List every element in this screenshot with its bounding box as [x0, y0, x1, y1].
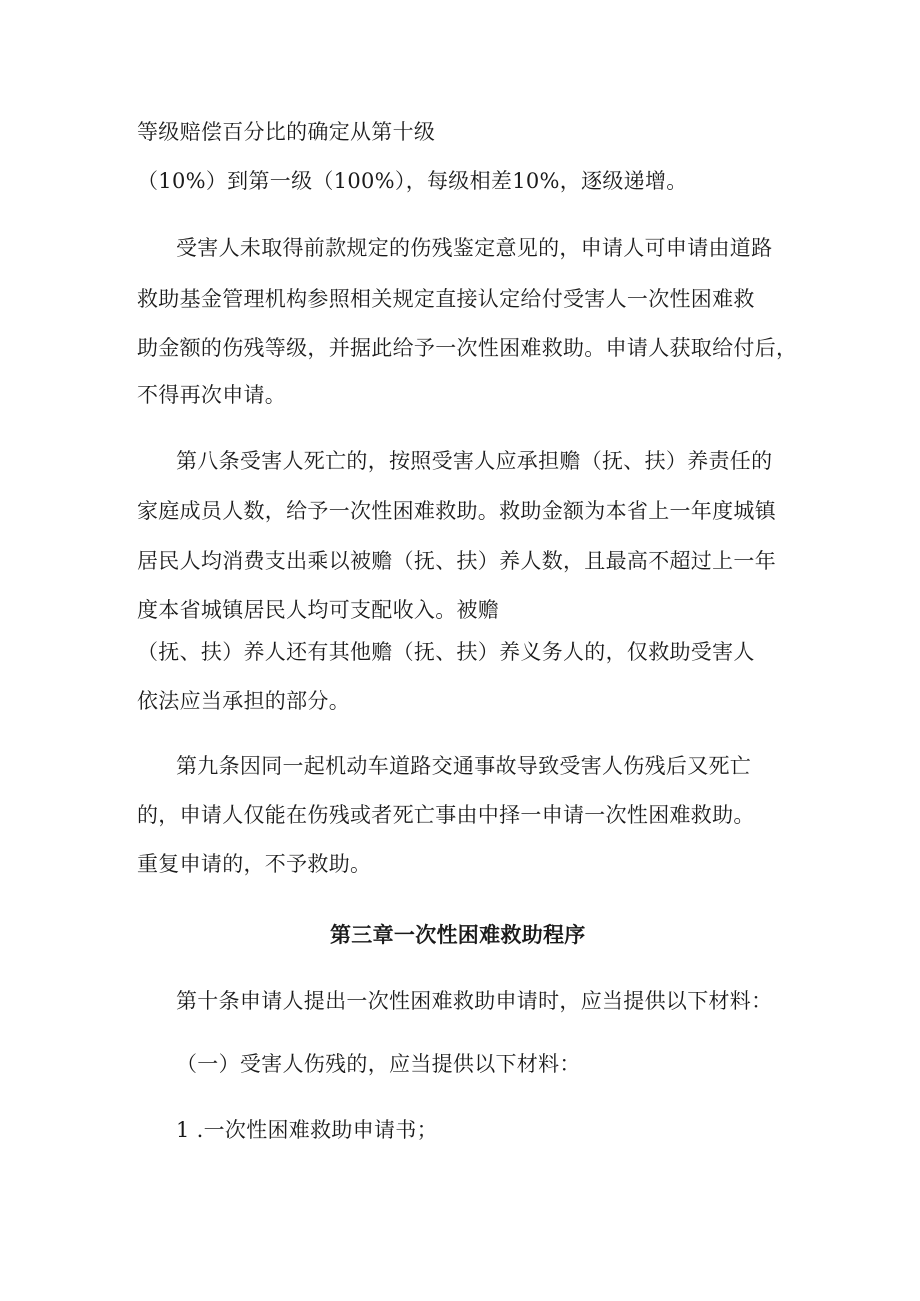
- text-line: 度本省城镇居民人均可支配收入。被赡: [137, 598, 500, 622]
- text-line: 家庭成员人数，给予一次性困难救助。救助金额为本省上一年度城镇: [137, 499, 776, 523]
- text-line: 等级赔偿百分比的确定从第十级: [137, 120, 436, 144]
- text-line: 的，申请人仅能在伤残或者死亡事由中择一申请一次性困难救助。: [137, 803, 755, 827]
- text-line: 受害人未取得前款规定的伤残鉴定意见的，申请人可申请由道路: [176, 236, 773, 260]
- text-line: 不得再次申请。: [137, 383, 287, 407]
- text-line: 第九条因同一起机动车道路交通事故导致受害人伤残后又死亡: [176, 754, 752, 778]
- text-line: 依法应当承担的部分。: [137, 689, 350, 713]
- text-line: 第八条受害人死亡的，按照受害人应承担赡（抚、扶）养责任的: [176, 449, 773, 473]
- list-item-1: 1 .一次性困难救助申请书；: [176, 1118, 438, 1142]
- text-line: （抚、扶）养人还有其他赡（抚、扶）养义务人的，仅救助受害人: [137, 640, 755, 664]
- text-line: 助金额的伤残等级，并据此给予一次性困难救助。申请人获取给付后，: [137, 336, 798, 360]
- item-one: （一）受害人伤残的，应当提供以下材料：: [176, 1052, 581, 1076]
- text-line: 居民人均消费支出乘以被赡（抚、扶）养人数，且最高不超过上一年: [137, 549, 776, 573]
- text-line: 救助基金管理机构参照相关规定直接认定给付受害人一次性困难救: [137, 287, 755, 311]
- chapter-heading: 第三章一次性困难救助程序: [330, 923, 586, 947]
- article-ten: 第十条申请人提出一次性困难救助申请时，应当提供以下材料：: [176, 989, 773, 1013]
- text-line: 重复申请的，不予救助。: [137, 852, 372, 876]
- text-line: （10%）到第一级（100%），每级相差10%，逐级递增。: [137, 169, 688, 193]
